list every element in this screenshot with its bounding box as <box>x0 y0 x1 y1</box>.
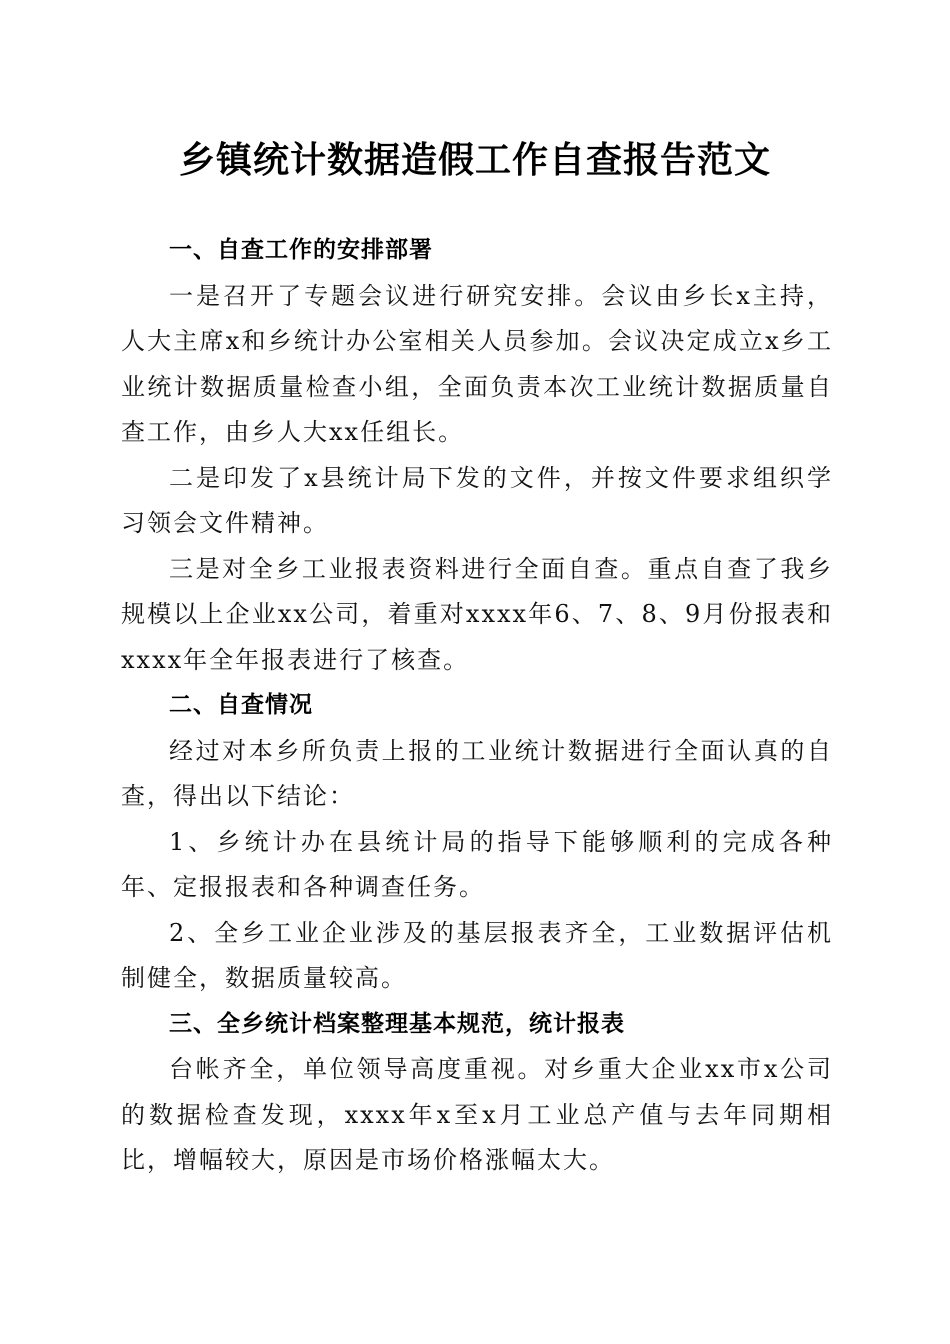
document-body <box>121 228 833 1184</box>
section-heading-1: 一、自查工作的安排部署 <box>169 237 433 263</box>
section-heading-2: 二、自查情况 <box>169 692 313 718</box>
document-title: 乡镇统计数据造假工作自查报告范文 <box>178 139 771 181</box>
paragraph: 经过对本乡所负责上报的工业统计数据进行全面认真的自查，得出以下结论： <box>121 736 833 810</box>
section-heading-3: 三、全乡统计档案整理基本规范，统计报表 <box>169 1010 625 1037</box>
paragraph: 台帐齐全，单位领导高度重视。对乡重大企业xx市x公司的数据检查发现，xxxx年x至x月工业总产值与去年同期相比，增幅较大，原因是市场价格涨幅太大。 <box>121 1055 833 1174</box>
paragraph: 1、乡统计办在县统计局的指导下能够顺利的完成各种年、定报报表和各种调查任务。 <box>121 827 833 901</box>
paragraph: 一是召开了专题会议进行研究安排。会议由乡长x主持，人大主席x和乡统计办公室相关人员参加。会议决定成立x乡工业统计数据质量检查小组，全面负责本次工业统计数据质量自查工作，由乡人大xx任组长。 <box>121 281 833 446</box>
paragraph: 2、全乡工业企业涉及的基层报表齐全，工业数据评估机制健全，数据质量较高。 <box>121 918 833 992</box>
paragraph: 三是对全乡工业报表资料进行全面自查。重点自查了我乡规模以上企业xx公司，着重对xxxx年6、7、8、9月份报表和xxxx年全年报表进行了核查。 <box>121 554 833 674</box>
paragraph: 二是印发了x县统计局下发的文件，并按文件要求组织学习领会文件精神。 <box>121 463 833 537</box>
